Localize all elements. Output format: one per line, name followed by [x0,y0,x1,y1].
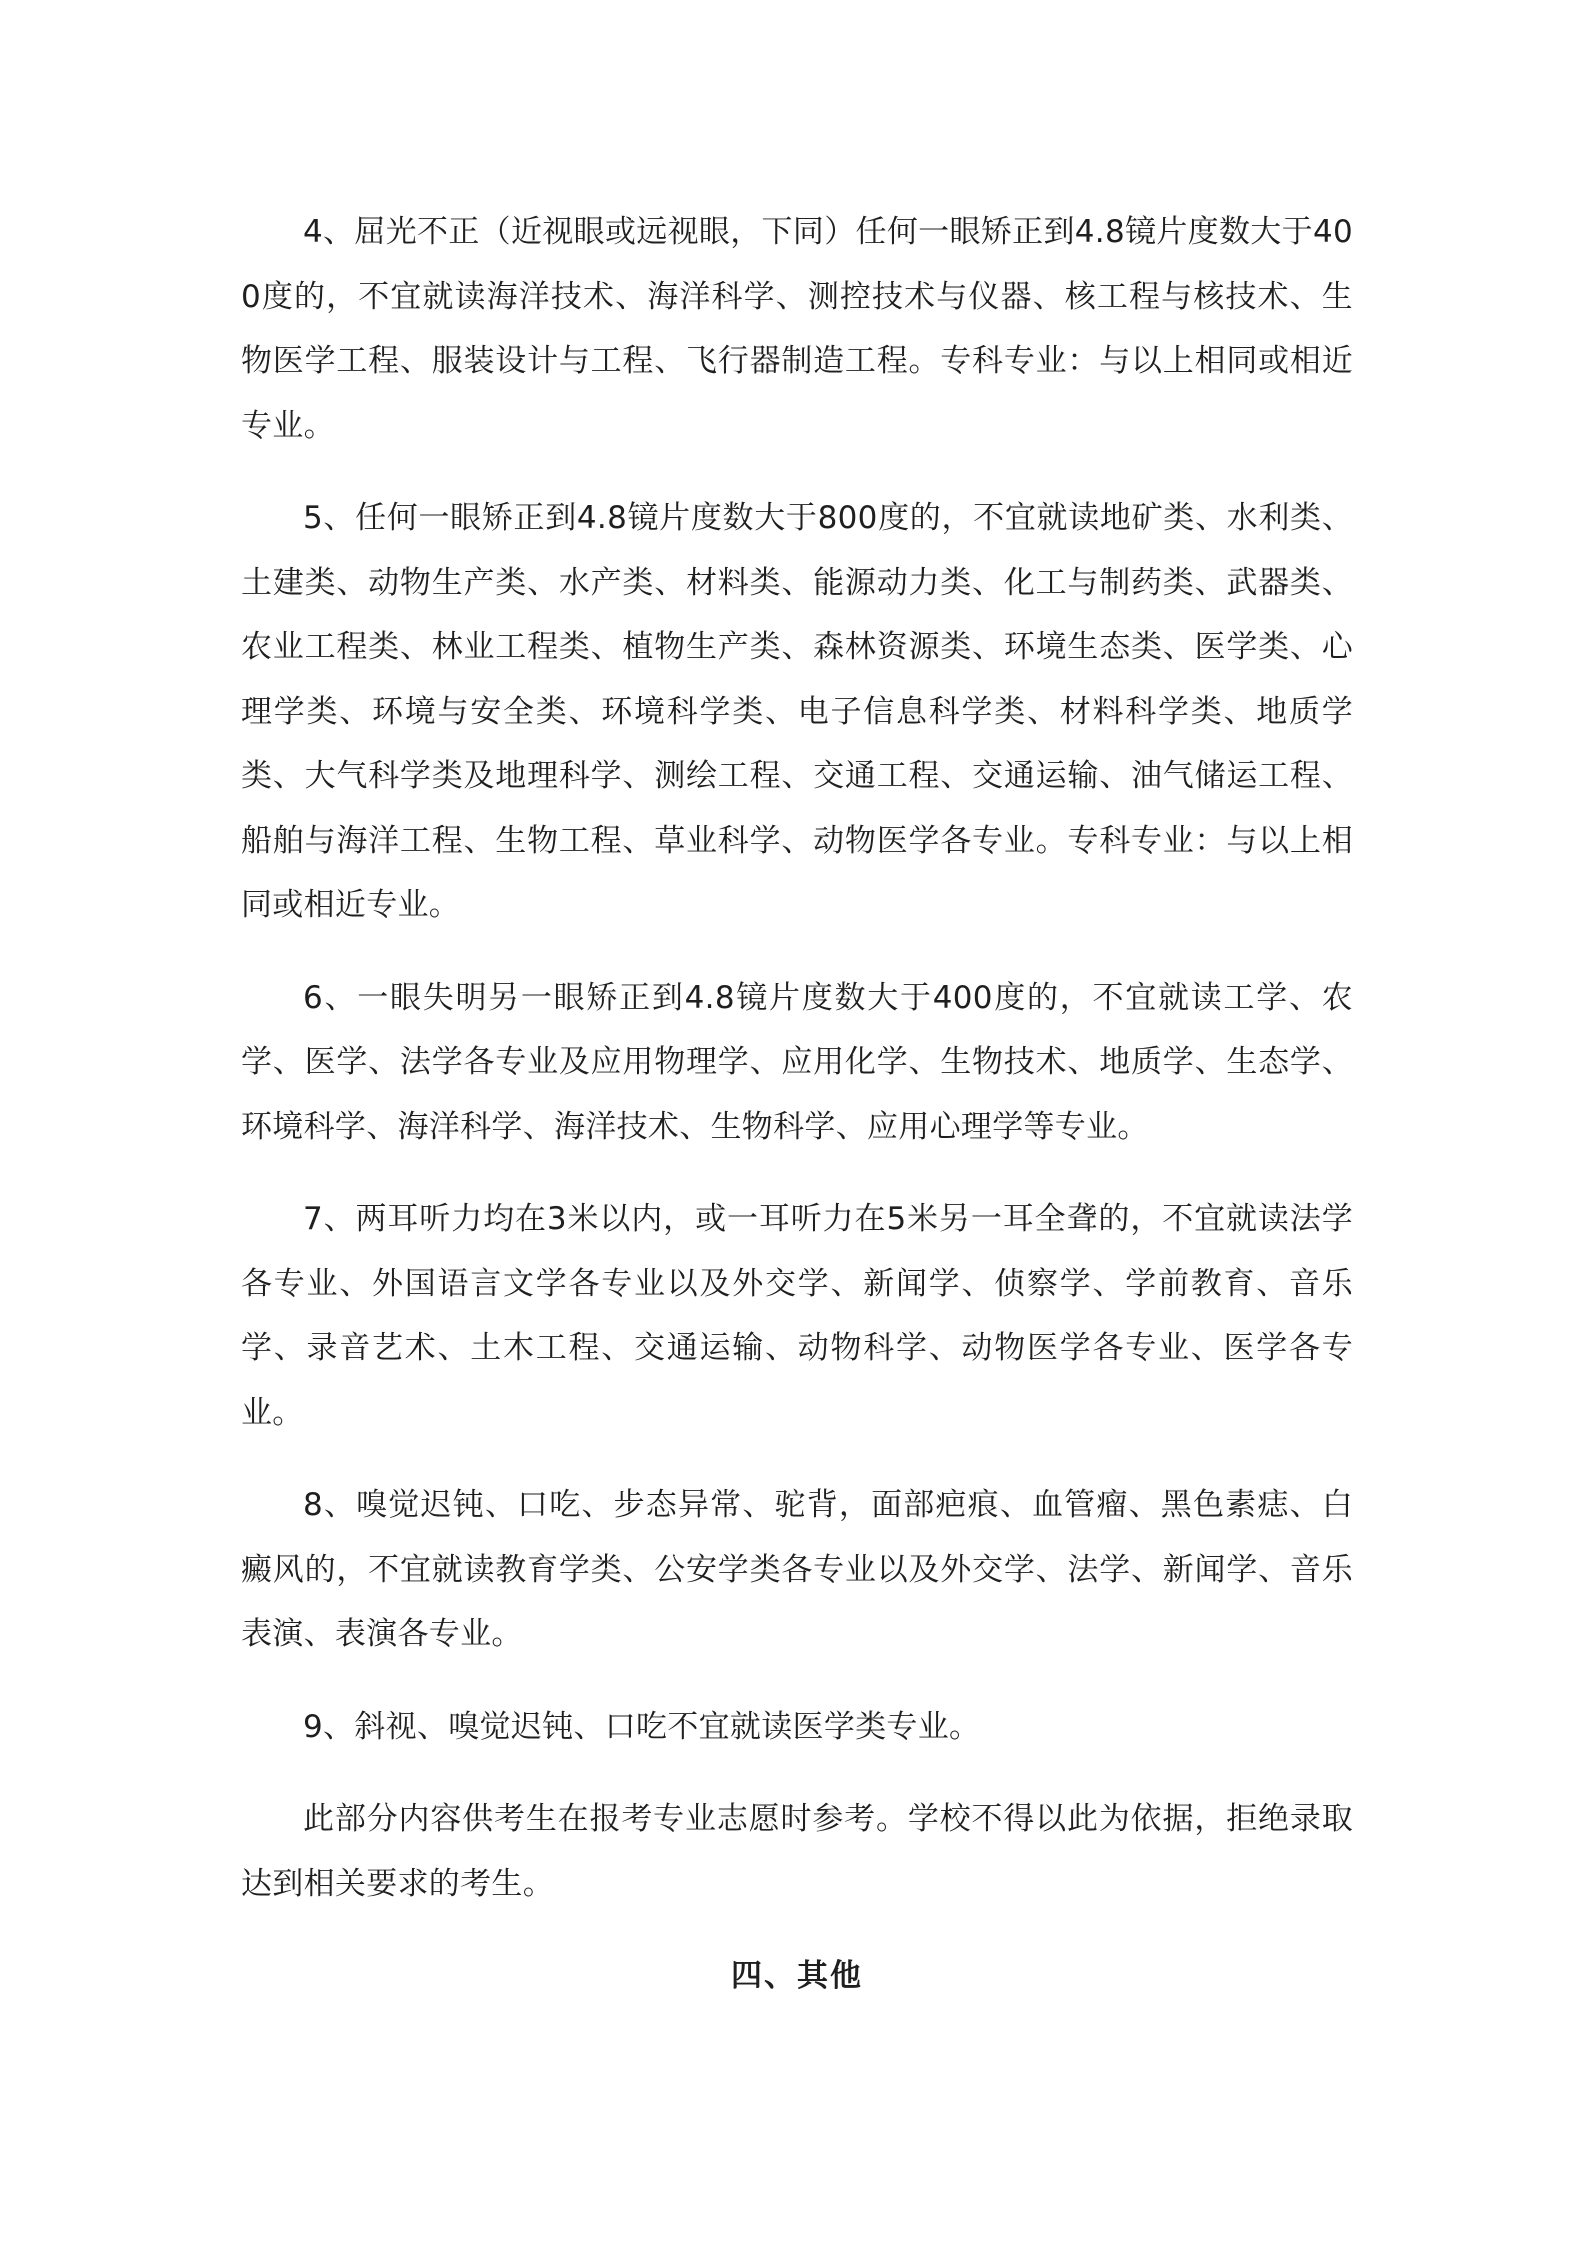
paragraph-item-7: 7、两耳听力均在3米以内，或一耳听力在5米另一耳全聋的，不宜就读法学各专业、外国语言文学各专业以及外交学、新闻学、侦察学、学前教育、音乐学、录音艺术、土木工程、交通运输、动物科学、动物医学各专业、医学各专业。 [241,1201,1353,1431]
paragraph-item-9: 9、斜视、嗅觉迟钝、口吃不宜就读医学类专业。 [303,1708,981,1745]
paragraph-item-8: 8、嗅觉迟钝、口吃、步态异常、驼背，面部疤痕、血管瘤、黑色素痣、白癜风的，不宜就读教育学类、公安学类各专业以及外交学、法学、新闻学、音乐表演、表演各专业。 [241,1487,1353,1652]
paragraph-item-6: 6、一眼失明另一眼矫正到4.8镜片度数大于400度的，不宜就读工学、农学、医学、法学各专业及应用物理学、应用化学、生物技术、地质学、生态学、环境科学、海洋科学、海洋技术、生物科学、应用心理学等专业。 [241,979,1353,1145]
document-body [241,200,1353,2008]
paragraph-item-4: 4、屈光不正（近视眼或远视眼，下同）任何一眼矫正到4.8镜片度数大于400度的，不宜就读海洋技术、海洋科学、测控技术与仪器、核工程与核技术、生物医学工程、服装设计与工程、飞行器制造工程。专科专业：与以上相同或相近专业。 [241,214,1353,444]
section-heading: 四、其他 [731,1958,863,1994]
reference-note: 此部分内容供考生在报考专业志愿时参考。学校不得以此为依据，拒绝录取达到相关要求的考生。 [241,1801,1353,1902]
paragraph-item-5: 5、任何一眼矫正到4.8镜片度数大于800度的，不宜就读地矿类、水利类、土建类、动物生产类、水产类、材料类、能源动力类、化工与制药类、武器类、农业工程类、林业工程类、植物生产类、森林资源类、环境生态类、医学类、心理学类、环境与安全类、环境科学类、电子信息科学类、材料科学类、地质学类、大气科学类及地理科学、测绘工程、交通工程、交通运输、油气储运工程、船舶与海洋工程、生物工程、草业科学、动物医学各专业。专科专业：与以上相同或相近专业。 [241,500,1353,923]
